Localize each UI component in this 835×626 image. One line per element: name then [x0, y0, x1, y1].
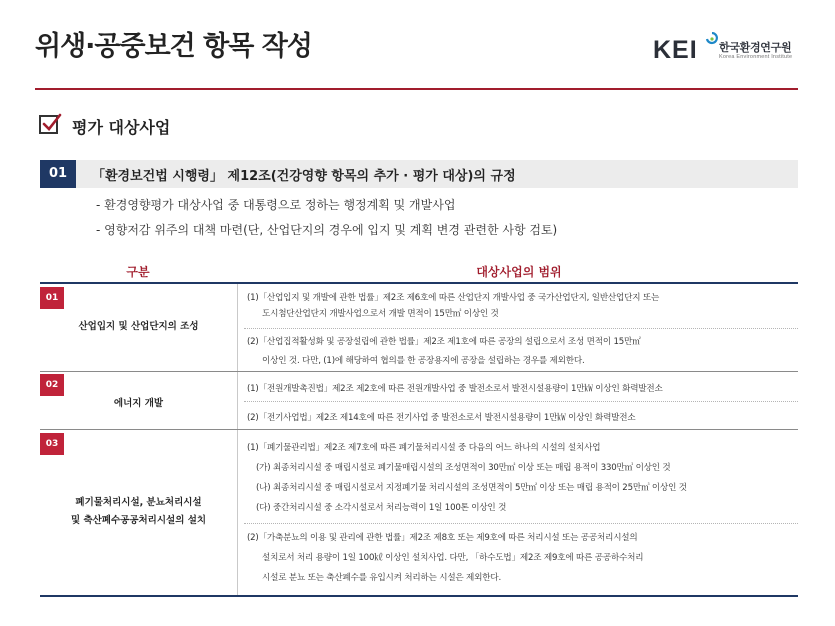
title-divider — [35, 88, 798, 90]
scope-sub-item: (다) 중간처리시설 중 소각시설로서 처리능력이 1일 100톤 이상인 것 — [256, 503, 507, 513]
page-title: 위생·공중보건 항목 작성 — [35, 31, 312, 62]
scope-item: (1)「폐기물관리법」제2조 제7호에 따른 폐기물처리시설 중 다음의 어느 하나의 시설의 설치사업 — [247, 443, 601, 453]
scope-item: (2)「산업집적활성화 및 공장설립에 관한 법률」제2조 제1호에 따른 공장의 설립으로서 조성 면적이 15만㎡ — [247, 337, 641, 347]
row-category-name: 및 축산폐수공공처리시설의 설치 — [70, 515, 207, 526]
sub-divider — [244, 523, 798, 524]
scope-item: (2)「가축분뇨의 이용 및 관리에 관한 법률」제2조 제8호 또는 제9호에 따른 처리시설 또는 공공처리시설의 — [247, 533, 638, 543]
row-number-badge: 01 — [40, 287, 64, 309]
scope-item: (2)「전기사업법」제2조 제14호에 따른 전기사업 중 발전소로서 발전시설용량이 1만㎾ 이상인 화력발전소 — [247, 413, 636, 423]
regulation-number: 01 — [40, 160, 76, 188]
scope-item: 시설로 분뇨 또는 축산폐수를 유입시켜 처리하는 시설은 제외한다. — [262, 573, 501, 583]
row-divider — [40, 429, 798, 430]
scope-sub-item: (나) 최종처리시설 중 매립시설로서 지정폐기물 처리시설의 조성면적이 5만㎡ 이상 또는 매립 용적이 25만㎥ 이상인 것 — [256, 483, 687, 493]
scope-sub-item: (가) 최종처리시설 중 매립시설로 폐기물매립시설의 조성면적이 30만㎡ 이상 또는 매립 용적이 330만㎥ 이상인 것 — [256, 463, 671, 473]
scope-item: 이상인 것. 다만, (1)에 해당하여 협의를 한 공장용지에 공장을 설립하는 경우를 제외한다. — [262, 356, 585, 366]
section-title: 평가 대상사업 — [72, 118, 171, 137]
sub-divider — [244, 401, 798, 402]
column-divider — [237, 284, 238, 371]
scope-item: (1)「전원개발촉진법」제2조 제2호에 따른 전원개발사업 중 발전소로서 발전시설용량이 1만㎾ 이상인 화력발전소 — [247, 384, 663, 394]
table-bottom-rule — [40, 595, 798, 597]
logo-name-en: Korea Environment Institute — [719, 54, 793, 60]
row-category-name: 산업입지 및 산업단지의 조성 — [78, 321, 199, 332]
column-divider — [237, 430, 238, 595]
scope-item: 도시첨단산업단지 개발사업으로서 개발 면적이 15만㎡ 이상인 것 — [262, 309, 499, 319]
logo-mark: KEI — [653, 36, 698, 64]
column-divider — [237, 372, 238, 429]
bullet-item: - 영향저감 위주의 대책 마련(단, 산업단지의 경우에 입지 및 계획 변경 관련한 사항 검토) — [96, 223, 558, 237]
checkbox-check-icon — [38, 112, 62, 136]
bullet-item: - 환경영향평가 대상사업 중 대통령으로 정하는 행정계획 및 개발사업 — [96, 198, 456, 212]
scope-item: (1)「산업입지 및 개발에 관한 법률」제2조 제6호에 따른 산업단지 개발사업 중 국가산업단지, 일반산업단지 또는 — [247, 293, 660, 303]
kei-logo — [653, 32, 803, 66]
row-number-badge: 02 — [40, 374, 64, 396]
sub-divider — [244, 328, 798, 329]
table-header-scope: 대상사업의 범위 — [476, 265, 562, 279]
table-header-category: 구분 — [126, 265, 150, 279]
logo-name-ko: 한국환경연구원 — [719, 41, 792, 54]
row-number-badge: 03 — [40, 433, 64, 455]
row-category-name: 에너지 개발 — [113, 398, 164, 409]
table-top-rule — [40, 282, 798, 284]
logo-swirl-icon — [705, 32, 719, 46]
row-category-name: 폐기물처리시설, 분뇨처리시설 — [75, 497, 202, 508]
scope-item: 설치로서 처리 용량이 1일 100㎘ 이상인 설치사업. 다만, 「하수도법」제2조 제9호에 따른 공공하수처리 — [262, 553, 644, 563]
row-divider — [40, 371, 798, 372]
regulation-text: 「환경보건법 시행령」 제12조(건강영향 항목의 추가 · 평가 대상)의 규정 — [92, 169, 516, 184]
